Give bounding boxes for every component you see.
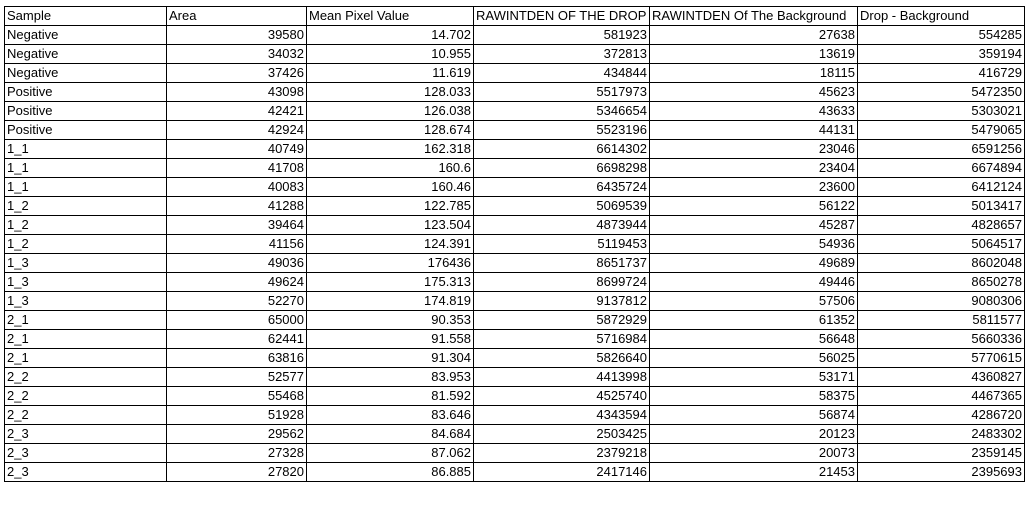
cell-sample[interactable]: 2_2 [5,406,167,425]
header-drop-minus-background[interactable]: Drop - Background [858,7,1025,26]
table-row [5,216,1025,235]
cell-rawintden-background[interactable]: 27638 [650,26,858,45]
cell-area[interactable]: 27328 [167,444,307,463]
cell-rawintden-drop[interactable]: 5872929 [474,311,650,330]
cell-drop-minus-background[interactable]: 554285 [858,26,1025,45]
table-row [5,26,1025,45]
table-row [5,235,1025,254]
cell-mean-pixel-value[interactable]: 90.353 [307,311,474,330]
cell-drop-minus-background[interactable]: 8650278 [858,273,1025,292]
cell-sample[interactable]: 1_2 [5,216,167,235]
cell-mean-pixel-value[interactable]: 126.038 [307,102,474,121]
cell-sample[interactable]: Negative [5,45,167,64]
table-row [5,83,1025,102]
cell-sample[interactable]: Positive [5,83,167,102]
cell-area[interactable]: 41288 [167,197,307,216]
cell-rawintden-drop[interactable]: 5716984 [474,330,650,349]
cell-drop-minus-background[interactable]: 5479065 [858,121,1025,140]
cell-rawintden-background[interactable]: 49689 [650,254,858,273]
cell-rawintden-drop[interactable]: 5523196 [474,121,650,140]
cell-sample[interactable]: 2_1 [5,349,167,368]
cell-area[interactable]: 34032 [167,45,307,64]
cell-rawintden-background[interactable]: 56874 [650,406,858,425]
cell-sample[interactable]: Negative [5,26,167,45]
cell-rawintden-drop[interactable]: 4873944 [474,216,650,235]
cell-area[interactable]: 51928 [167,406,307,425]
header-row [5,7,1025,26]
cell-rawintden-drop[interactable]: 2417146 [474,463,650,482]
cell-rawintden-drop[interactable]: 4525740 [474,387,650,406]
cell-area[interactable]: 27820 [167,463,307,482]
cell-drop-minus-background[interactable]: 6674894 [858,159,1025,178]
cell-rawintden-drop[interactable]: 581923 [474,26,650,45]
header-sample[interactable]: Sample [5,7,167,26]
header-mean-pixel-value[interactable]: Mean Pixel Value [307,7,474,26]
cell-area[interactable]: 62441 [167,330,307,349]
cell-area[interactable]: 52577 [167,368,307,387]
cell-rawintden-background[interactable]: 45287 [650,216,858,235]
cell-area[interactable]: 42421 [167,102,307,121]
table-row [5,387,1025,406]
cell-rawintden-drop[interactable]: 434844 [474,64,650,83]
cell-drop-minus-background[interactable]: 6412124 [858,178,1025,197]
cell-sample[interactable]: 2_2 [5,387,167,406]
cell-sample[interactable]: 1_2 [5,197,167,216]
cell-rawintden-drop[interactable]: 5119453 [474,235,650,254]
table-row [5,349,1025,368]
cell-mean-pixel-value[interactable]: 160.46 [307,178,474,197]
table-row [5,368,1025,387]
cell-mean-pixel-value[interactable]: 175.313 [307,273,474,292]
cell-rawintden-background[interactable]: 56122 [650,197,858,216]
cell-drop-minus-background[interactable]: 4467365 [858,387,1025,406]
cell-rawintden-drop[interactable]: 4343594 [474,406,650,425]
table-row [5,121,1025,140]
header-rawintden-background[interactable]: RAWINTDEN Of The Background [650,7,858,26]
cell-rawintden-background[interactable]: 20123 [650,425,858,444]
table-row [5,102,1025,121]
cell-rawintden-drop[interactable]: 372813 [474,45,650,64]
cell-rawintden-drop[interactable]: 2503425 [474,425,650,444]
table-row [5,273,1025,292]
table-body [5,26,1025,482]
cell-mean-pixel-value[interactable]: 83.953 [307,368,474,387]
table-row [5,64,1025,83]
cell-drop-minus-background[interactable]: 2395693 [858,463,1025,482]
cell-drop-minus-background[interactable]: 4286720 [858,406,1025,425]
cell-rawintden-drop[interactable]: 8651737 [474,254,650,273]
cell-drop-minus-background[interactable]: 5660336 [858,330,1025,349]
table-row [5,140,1025,159]
cell-drop-minus-background[interactable]: 416729 [858,64,1025,83]
cell-sample[interactable]: 1_3 [5,273,167,292]
cell-rawintden-background[interactable]: 57506 [650,292,858,311]
cell-area[interactable]: 43098 [167,83,307,102]
cell-sample[interactable]: 1_3 [5,254,167,273]
cell-rawintden-drop[interactable]: 2379218 [474,444,650,463]
cell-mean-pixel-value[interactable]: 176436 [307,254,474,273]
cell-rawintden-background[interactable]: 43633 [650,102,858,121]
cell-rawintden-background[interactable]: 23404 [650,159,858,178]
cell-drop-minus-background[interactable]: 359194 [858,45,1025,64]
cell-rawintden-background[interactable]: 56025 [650,349,858,368]
cell-area[interactable]: 40083 [167,178,307,197]
table-row [5,463,1025,482]
cell-sample[interactable]: 2_2 [5,368,167,387]
cell-rawintden-drop[interactable]: 4413998 [474,368,650,387]
cell-rawintden-background[interactable]: 13619 [650,45,858,64]
cell-area[interactable]: 42924 [167,121,307,140]
cell-sample[interactable]: 2_1 [5,311,167,330]
cell-rawintden-background[interactable]: 18115 [650,64,858,83]
cell-sample[interactable]: 1_3 [5,292,167,311]
cell-sample[interactable]: 1_1 [5,140,167,159]
cell-rawintden-background[interactable]: 44131 [650,121,858,140]
cell-mean-pixel-value[interactable]: 87.062 [307,444,474,463]
cell-rawintden-drop[interactable]: 5346654 [474,102,650,121]
cell-drop-minus-background[interactable]: 5303021 [858,102,1025,121]
cell-rawintden-background[interactable]: 61352 [650,311,858,330]
table-row [5,45,1025,64]
cell-area[interactable]: 41156 [167,235,307,254]
table-row [5,425,1025,444]
cell-sample[interactable]: Positive [5,102,167,121]
cell-mean-pixel-value[interactable]: 128.674 [307,121,474,140]
table-row [5,197,1025,216]
cell-rawintden-drop[interactable]: 6614302 [474,140,650,159]
cell-area[interactable]: 29562 [167,425,307,444]
cell-drop-minus-background[interactable]: 2483302 [858,425,1025,444]
cell-drop-minus-background[interactable]: 9080306 [858,292,1025,311]
cell-drop-minus-background[interactable]: 4828657 [858,216,1025,235]
cell-mean-pixel-value[interactable]: 174.819 [307,292,474,311]
cell-rawintden-background[interactable]: 49446 [650,273,858,292]
cell-drop-minus-background[interactable]: 2359145 [858,444,1025,463]
cell-mean-pixel-value[interactable]: 122.785 [307,197,474,216]
cell-rawintden-drop[interactable]: 5069539 [474,197,650,216]
table-row [5,406,1025,425]
table-row [5,178,1025,197]
cell-drop-minus-background[interactable]: 5064517 [858,235,1025,254]
cell-rawintden-background[interactable]: 45623 [650,83,858,102]
cell-mean-pixel-value[interactable]: 10.955 [307,45,474,64]
table-row [5,292,1025,311]
cell-drop-minus-background[interactable]: 5013417 [858,197,1025,216]
cell-area[interactable]: 49624 [167,273,307,292]
cell-mean-pixel-value[interactable]: 124.391 [307,235,474,254]
cell-area[interactable]: 39464 [167,216,307,235]
cell-drop-minus-background[interactable]: 5770615 [858,349,1025,368]
cell-rawintden-drop[interactable]: 9137812 [474,292,650,311]
cell-mean-pixel-value[interactable]: 162.318 [307,140,474,159]
cell-area[interactable]: 37426 [167,64,307,83]
cell-mean-pixel-value[interactable]: 91.558 [307,330,474,349]
cell-sample[interactable]: 2_1 [5,330,167,349]
cell-area[interactable]: 41708 [167,159,307,178]
cell-mean-pixel-value[interactable]: 84.684 [307,425,474,444]
cell-mean-pixel-value[interactable]: 128.033 [307,83,474,102]
cell-rawintden-drop[interactable]: 5517973 [474,83,650,102]
cell-sample[interactable]: 1_2 [5,235,167,254]
cell-rawintden-background[interactable]: 58375 [650,387,858,406]
cell-rawintden-background[interactable]: 23600 [650,178,858,197]
cell-mean-pixel-value[interactable]: 160.6 [307,159,474,178]
table-row [5,330,1025,349]
cell-rawintden-drop[interactable]: 8699724 [474,273,650,292]
cell-mean-pixel-value[interactable]: 83.646 [307,406,474,425]
cell-area[interactable]: 55468 [167,387,307,406]
cell-drop-minus-background[interactable]: 5811577 [858,311,1025,330]
cell-rawintden-drop[interactable]: 5826640 [474,349,650,368]
cell-mean-pixel-value[interactable]: 81.592 [307,387,474,406]
cell-area[interactable]: 39580 [167,26,307,45]
cell-sample[interactable]: 2_3 [5,444,167,463]
header-area[interactable]: Area [167,7,307,26]
cell-drop-minus-background[interactable]: 6591256 [858,140,1025,159]
cell-rawintden-background[interactable]: 56648 [650,330,858,349]
cell-area[interactable]: 52270 [167,292,307,311]
table-row [5,254,1025,273]
table-row [5,159,1025,178]
cell-area[interactable]: 63816 [167,349,307,368]
cell-drop-minus-background[interactable]: 8602048 [858,254,1025,273]
cell-sample[interactable]: 2_3 [5,463,167,482]
cell-rawintden-drop[interactable]: 6698298 [474,159,650,178]
cell-mean-pixel-value[interactable]: 123.504 [307,216,474,235]
cell-rawintden-background[interactable]: 21453 [650,463,858,482]
cell-area[interactable]: 65000 [167,311,307,330]
cell-rawintden-background[interactable]: 23046 [650,140,858,159]
table-row [5,444,1025,463]
cell-mean-pixel-value[interactable]: 11.619 [307,64,474,83]
cell-sample[interactable]: 1_1 [5,178,167,197]
cell-rawintden-background[interactable]: 54936 [650,235,858,254]
cell-area[interactable]: 40749 [167,140,307,159]
cell-sample[interactable]: Negative [5,64,167,83]
header-rawintden-drop[interactable]: RAWINTDEN OF THE DROP [474,7,650,26]
cell-sample[interactable]: 1_1 [5,159,167,178]
table-row [5,311,1025,330]
data-table [4,6,1025,482]
cell-rawintden-background[interactable]: 20073 [650,444,858,463]
cell-mean-pixel-value[interactable]: 86.885 [307,463,474,482]
cell-mean-pixel-value[interactable]: 14.702 [307,26,474,45]
cell-rawintden-background[interactable]: 53171 [650,368,858,387]
cell-drop-minus-background[interactable]: 4360827 [858,368,1025,387]
cell-sample[interactable]: Positive [5,121,167,140]
cell-sample[interactable]: 2_3 [5,425,167,444]
cell-drop-minus-background[interactable]: 5472350 [858,83,1025,102]
cell-rawintden-drop[interactable]: 6435724 [474,178,650,197]
cell-area[interactable]: 49036 [167,254,307,273]
cell-mean-pixel-value[interactable]: 91.304 [307,349,474,368]
